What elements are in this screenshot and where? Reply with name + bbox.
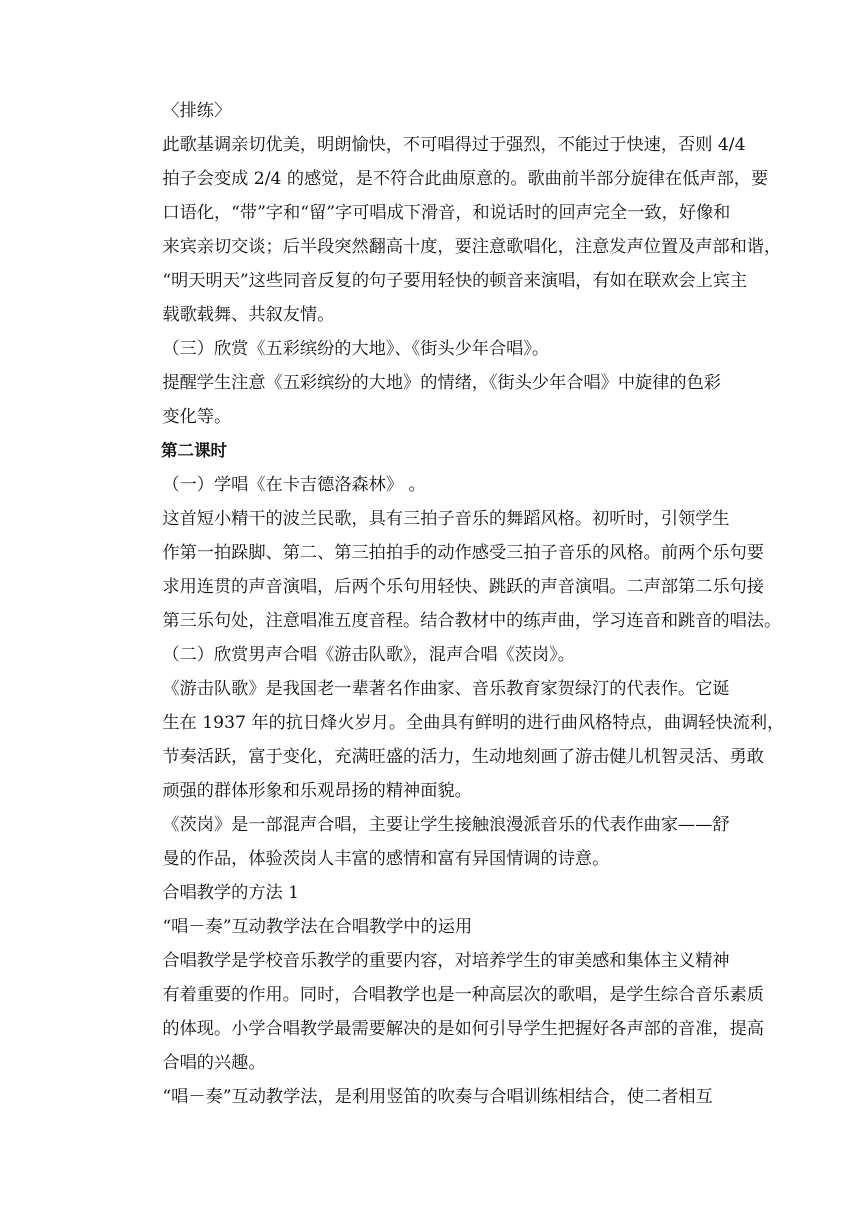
text-line: 这首短小精干的波兰民歌，具有三拍子音乐的舞蹈风格。初听时，引领学生 <box>162 509 730 529</box>
text-line: 作第一拍跺脚、第二、第三拍拍手的动作感受三拍子音乐的风格。前两个乐句要 <box>162 543 764 563</box>
text-line: 第三乐句处，注意唱准五度音程。结合教材中的练声曲，学习连音和跳音的唱法。 <box>162 611 782 631</box>
paragraph <box>128 332 733 366</box>
paragraph <box>128 638 733 672</box>
text-line: 合唱教学的方法 1 <box>162 883 300 903</box>
paragraph <box>128 876 733 910</box>
text-line: （二）欣赏男声合唱《游击队歌》，混声合唱《茨岗》。 <box>162 645 575 665</box>
paragraph <box>128 468 733 502</box>
paragraph <box>128 672 785 808</box>
text-line: 变化等。 <box>162 407 232 427</box>
paragraph <box>128 128 782 332</box>
paragraph <box>128 94 733 128</box>
paragraph <box>128 1080 733 1114</box>
paragraph <box>128 366 733 434</box>
text-line: （三）欣赏《五彩缤纷的大地》、《街头少年合唱》。 <box>162 339 550 359</box>
text-line: “明天明天”这些同音反复的句子要用轻快的顿音来演唱，有如在联欢会上宾主 <box>162 271 748 291</box>
text-line: “唱－奏”互动教学法，是利用竖笛的吹奏与合唱训练相结合，使二者相互 <box>162 1087 713 1107</box>
paragraph <box>128 910 733 944</box>
text-line: 合唱的兴趣。 <box>162 1053 266 1073</box>
text-line: 《游击队歌》是我国老一辈著名作曲家、音乐教育家贺绿汀的代表作。它诞 <box>162 679 730 699</box>
text-line: 顽强的群体形象和乐观昂扬的精神面貌。 <box>162 781 472 801</box>
text-line: 节奏活跃，富于变化，充满旺盛的活力，生动地刻画了游击健儿机智灵活、勇敢 <box>162 747 764 767</box>
text-line: 有着重要的作用。同时，合唱教学也是一种高层次的歌唱，是学生综合音乐素质 <box>162 985 764 1005</box>
section-heading <box>128 434 733 468</box>
text-line: 的体现。小学合唱教学最需要解决的是如何引导学生把握好各声部的音准，提高 <box>162 1019 764 1039</box>
text-line: 求用连贯的声音演唱，后两个乐句用轻快、跳跃的声音演唱。二声部第二乐句接 <box>162 577 764 597</box>
paragraph <box>128 808 733 876</box>
text-line: 合唱教学是学校音乐教学的重要内容，对培养学生的审美感和集体主义精神 <box>162 951 730 971</box>
text-line: （一）学唱《在卡吉德洛森林》 。 <box>162 475 426 495</box>
text-line: 生在 1937 年的抗日烽火岁月。全曲具有鲜明的进行曲风格特点，曲调轻快流利， <box>162 713 785 733</box>
text-line: 提醒学生注意《五彩缤纷的大地》的情绪，《街头少年合唱》中旋律的色彩 <box>162 373 721 393</box>
text-line: 〈排练〉 <box>162 101 232 121</box>
document-page <box>128 94 785 1114</box>
text-line: 来宾亲切交谈；后半段突然翻高十度，要注意歌唱化，注意发声位置及声部和谐， <box>162 237 782 257</box>
text-line: 第二课时 <box>161 441 227 460</box>
text-line: 此歌基调亲切优美，明朗愉快，不可唱得过于强烈，不能过于快速，否则 4/4 <box>162 135 746 155</box>
paragraph <box>128 502 782 638</box>
text-line: 拍子会变成 2/4 的感觉，是不符合此曲原意的。歌曲前半部分旋律在低声部，要 <box>162 169 769 189</box>
paragraph <box>128 944 764 1080</box>
text-line: “唱－奏”互动教学法在合唱教学中的运用 <box>162 917 473 937</box>
text-line: 载歌载舞、共叙友情。 <box>162 305 335 325</box>
text-line: 曼的作品，体验茨岗人丰富的感情和富有异国情调的诗意。 <box>162 849 610 869</box>
text-line: 口语化，“带”字和“留”字可唱成下滑音，和说话时的回声完全一致，好像和 <box>162 203 731 223</box>
text-line: 《茨岗》是一部混声合唱，主要让学生接触浪漫派音乐的代表作曲家——舒 <box>162 815 730 835</box>
